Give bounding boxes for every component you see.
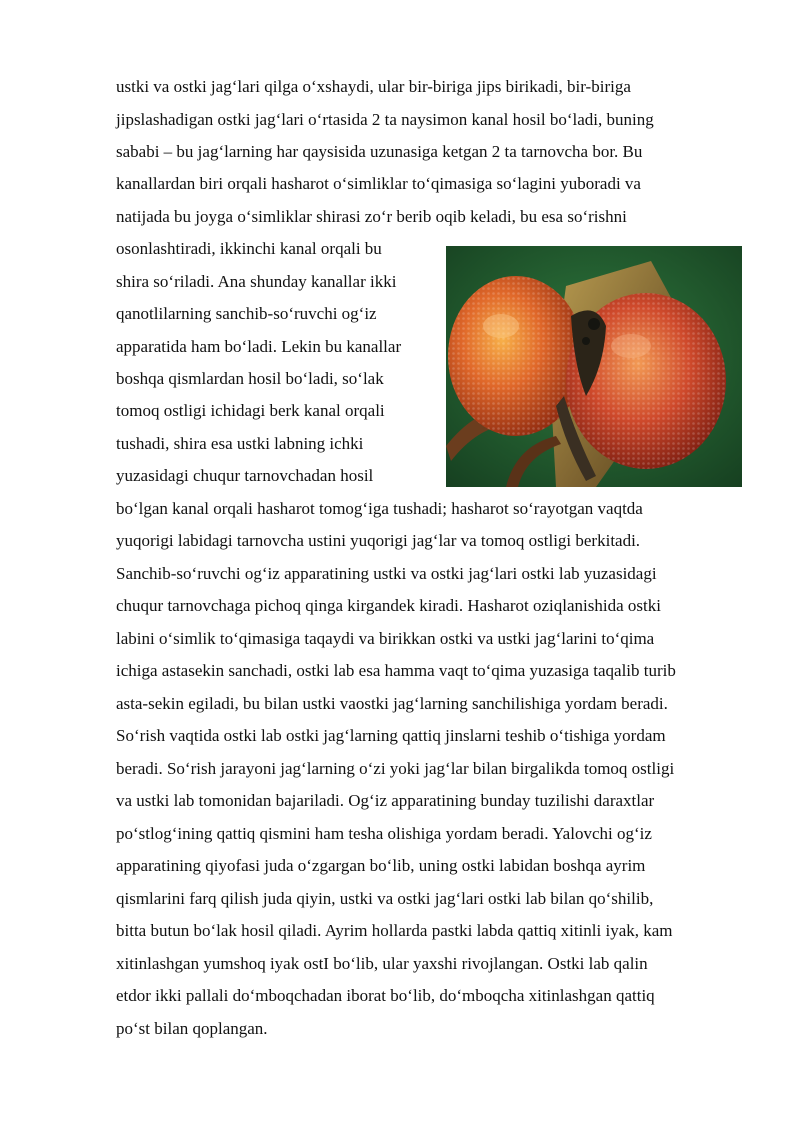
text-line: apparatida ham bo‘ladi. Lekin bu kanallar xyxy=(116,337,402,356)
text-line: shira so‘riladi. Ana shunday kanallar ikki xyxy=(116,272,397,291)
text-line: qanotlilarning sanchib-so‘ruvchi og‘iz xyxy=(116,304,377,323)
text-line: qismlarini farq qilish juda qiyin, ustki va ostki jag‘lari ostki lab bilan qo‘shilib, xyxy=(116,889,654,908)
text-line: natijada bu joyga o‘simliklar shirasi zo‘r berib oqib keladi, bu esa so‘rishni xyxy=(116,207,627,226)
text-line: tushadi, shira esa ustki labning ichki xyxy=(116,434,364,453)
text-line: labini o‘simlik to‘qimasiga taqaydi va birikkan ostki va ustki jag‘larini to‘qima xyxy=(116,629,655,648)
text-line: yuzasidagi chuqur tarnovchadan hosil xyxy=(116,466,374,485)
text-line: jipslashadigan ostki jag‘lari o‘rtasida 2 ta naysimon kanal hosil bo‘ladi, buning xyxy=(116,110,654,129)
text-line: bitta butun bo‘lak hosil qiladi. Ayrim hollarda pastki labda qattiq xitinli iyak, kam xyxy=(116,921,673,940)
text-line: xitinlashgan yumshoq iyak ostI bo‘lib, ular yaxshi rivojlangan. Ostki lab qalin xyxy=(116,954,648,973)
text-line: yuqorigi labidagi tarnovcha ustini yuqorigi jag‘lar va tomoq ostligi berkitadi. xyxy=(116,531,641,550)
text-line: va ustki lab tomonidan bajariladi. Og‘iz apparatining bunday tuzilishi daraxtlar xyxy=(116,791,655,810)
text-line: Sanchib-so‘ruvchi og‘iz apparatining ustki va ostki jag‘lari ostki lab yuzasidagi xyxy=(116,564,657,583)
fly-head-photo xyxy=(446,246,742,487)
text-line: apparatining qiyofasi juda o‘zgargan bo‘lib, uning ostki labidan boshqa ayrim xyxy=(116,856,646,875)
text-line: sababi – bu jag‘larning har qaysisida uzunasiga ketgan 2 ta tarnovcha bor. Bu xyxy=(116,142,643,161)
text-line: po‘stlog‘ining qattiq qismini ham tesha olishiga yordam beradi. Yalovchi og‘iz xyxy=(116,824,652,843)
text-line: tomoq ostligi ichidagi berk kanal orqali xyxy=(116,401,385,420)
text-line: ichiga astasekin sanchadi, ostki lab esa hamma vaqt to‘qima yuzasiga taqalib turib xyxy=(116,661,676,680)
text-line: po‘st bilan qoplangan. xyxy=(116,1019,268,1038)
text-line: osonlashtiradi, ikkinchi kanal orqali bu xyxy=(116,239,382,258)
text-line: beradi. So‘rish jarayoni jag‘larning o‘zi yoki jag‘lar bilan birgalikda tomoq ostligi xyxy=(116,759,675,778)
text-line: bo‘lgan kanal orqali hasharot tomog‘iga tushadi; hasharot so‘rayotgan vaqtda xyxy=(116,499,643,518)
text-line: chuqur tarnovchaga pichoq qinga kirgandek kiradi. Hasharot oziqlanishida ostki xyxy=(116,596,661,615)
text-line: boshqa qismlardan hosil bo‘ladi, so‘lak xyxy=(116,369,384,388)
text-line: ustki va ostki jag‘lari qilga o‘xshaydi, ular bir-biriga jips birikadi, bir-biriga xyxy=(116,77,631,96)
text-line: asta-sekin egiladi, bu bilan ustki vaostki jag‘larning sanchilishiga yordam beradi. xyxy=(116,694,668,713)
text-line: kanallardan biri orqali hasharot o‘simliklar to‘qimasiga so‘lagini yuboradi va xyxy=(116,174,641,193)
text-line: etdor ikki pallali do‘mboqchadan iborat bo‘lib, do‘mboqcha xitinlashgan qattiq xyxy=(116,986,655,1005)
fly-head-illustration xyxy=(446,246,742,487)
text-line: So‘rish vaqtida ostki lab ostki jag‘larning qattiq jinslarni teshib o‘tishiga yordam xyxy=(116,726,666,745)
